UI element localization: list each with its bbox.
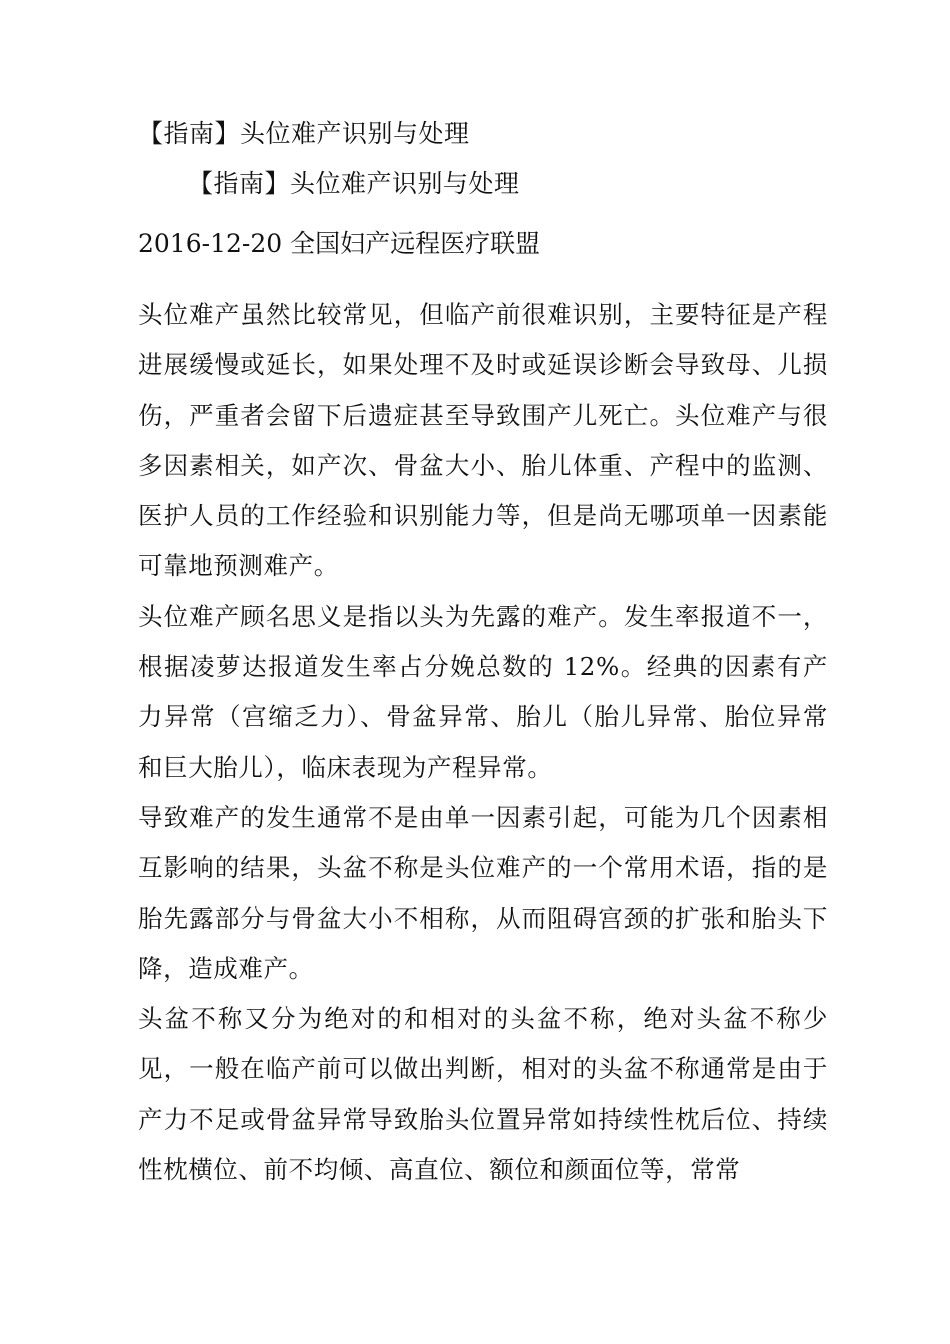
paragraph-1: 头位难产虽然比较常见，但临产前很难识别，主要特征是产程进展缓慢或延长，如果处理不及时或延误诊断会导致母、儿损伤，严重者会留下后遗症甚至导致围产儿死亡。头位难产与很多因素相关，如产次、骨盆大小、胎儿体重、产程中的监测、医护人员的工作经验和识别能力等，但是尚无哪项单一因素能可靠地预测难产。 [138,300,828,581]
document-byline: 2016-12-20 全国妇产远程医疗联盟 [138,229,541,258]
paragraph-2: 头位难产顾名思义是指以头为先露的难产。发生率报道不一，根据凌萝达报道发生率占分娩总数的 12%。经典的因素有产力异常（宫缩乏力）、骨盆异常、胎儿（胎儿异常、胎位异常和巨大胎儿），临床表现为产程异常。 [138,601,828,782]
document-body [138,290,828,1195]
paragraph-3: 导致难产的发生通常不是由单一因素引起，可能为几个因素相互影响的结果，头盆不称是头位难产的一个常用术语，指的是胎先露部分与骨盆大小不相称，从而阻碍宫颈的扩张和胎头下降，造成难产。 [138,802,828,983]
document-subtitle: 【指南】头位难产识别与处理 [188,169,520,198]
paragraph-4: 头盆不称又分为绝对的和相对的头盆不称，绝对头盆不称少见，一般在临产前可以做出判断，相对的头盆不称通常是由于产力不足或骨盆异常导致胎头位置异常如持续性枕后位、持续性枕横位、前不均倾、高直位、额位和颜面位等，常常 [138,1004,828,1185]
document-title: 【指南】头位难产识别与处理 [138,119,470,148]
